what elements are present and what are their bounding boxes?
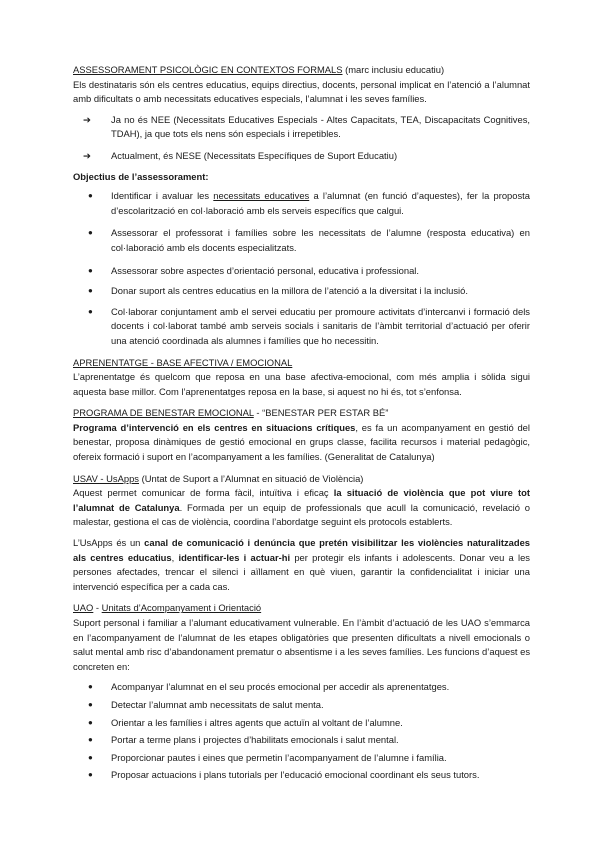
section-title-aprenentatge: APRENENTATGE - BASE AFECTIVA / EMOCIONAL	[73, 356, 293, 368]
usav-body-2: L’UsApps és un canal de comunicació i denúncia que pretén visibilitzar les violències naturalitzades als centres educatius, identificar-les i actuar-hi per protegir els infants i adolescents. Donar veu a les persones afectades, trencar el silenci i aïllament en què viuen, garantir la confidencialitat i iniciar una intervenció específica per a cada cas.	[73, 537, 531, 592]
section-title-usav: USAV - UsApps (Untat de Suport a l’Alumnat en situació de Violència)	[73, 472, 364, 484]
bullet-icon: ●	[88, 306, 93, 316]
bullet-icon: ●	[88, 682, 93, 692]
bullet-icon: ●	[88, 717, 93, 727]
objective-item: ● Identificar i avaluar les necessitats educatives a l’alumnat (en funció d’aquestes), fer la proposta d’escolarització en col·laboració amb els serveis específics que calgui.	[88, 190, 530, 216]
objective-item: ● Assessorar sobre aspectes d’orientació personal, educativa i professional.	[73, 264, 530, 279]
list-item: ● Detectar l’alumnat amb necessitats de salut menta.	[73, 698, 530, 713]
bullet-icon: ●	[88, 265, 93, 275]
arrow-icon: ➔	[83, 149, 91, 161]
arrow-item-nese: ➔ Actualment, és NESE (Necessitats Específiques de Suport Educatiu)	[73, 149, 530, 164]
arrow-item-nee: ➔ Ja no és NEE (Necessitats Educatives Especials - Altes Capacitats, TEA, Discapacitats Cognitives, TDAH), ja que tots els nens són especials i irrepetibles.	[83, 113, 530, 140]
objectives-title: Objectius de l’assessorament:	[73, 170, 209, 182]
uao-functions-list	[73, 680, 530, 783]
bullet-icon: ●	[88, 699, 93, 709]
document-page	[73, 63, 530, 783]
bullet-icon: ●	[88, 228, 93, 238]
list-item: ● Orientar a les famílies i altres agents que actuïn al voltant de l’alumne.	[73, 716, 530, 731]
bullet-icon: ●	[88, 735, 93, 745]
uao-body: Suport personal i familiar a l’alumant educativament vulnerable. En l’àmbit d’actuació de les UAO s’emmarca en l’acompanyament de l’alumnat de les etapes obligatòries que presenten dificultats a nivell emocionals o salut mental amb risc d’abandonament prematur o absentisme i a les seves famílies. Les funcions d’aquest es concreten en:	[73, 617, 531, 672]
section-title-assessorament: ASSESSORAMENT PSICOLÒGIC EN CONTEXTOS FORMALS (marc inclusiu educatiu)	[73, 64, 445, 75]
list-item: ● Proposar actuacions i plans tutorials per l’educació emocional coordinant els seus tutors.	[73, 768, 530, 783]
bullet-icon: ●	[88, 286, 93, 296]
usav-body-1: Aquest permet comunicar de forma fàcil, intuïtiva i eficaç la situació de violència que pot viure tot l’alumnat de Catalunya. Formada per un equip de professionals que acull la comunicació, revelació o malestar, gestiona el cas de violència, coordina l’abordatge seguint els protocols establerts.	[73, 487, 530, 528]
bullet-icon: ●	[88, 770, 93, 780]
section-title-uao: UAO - Unitats d’Acompanyament i Orientació	[73, 602, 262, 614]
objective-item: ● Col·laborar conjuntament amb el servei educatiu per promoure activitats d’intercanvi i formació dels docents i col·laborat també amb serveis socials i sanitaris de l’àmbit territorial d’actuació per oferir una atenció coordinada als alumnes i famílies que ho necessitin.	[88, 305, 530, 346]
bullet-icon: ●	[88, 191, 93, 201]
objective-item: ● Assessorar el professorat i famílies sobre les necessitats de l’alumne (resposta educativa) en col·laboració amb els docents especialitzats.	[88, 227, 530, 253]
list-item: ● Acompanyar l’alumnat en el seu procés emocional per accedir als aprenentatges.	[73, 680, 530, 695]
assessorament-intro: Els destinataris són els centres educatius, equips directius, docents, personal implicat en l’atenció a l’alumnat amb dificultats o amb necessitats educatives especials, l’alumnat i les seves famílies.	[73, 78, 530, 105]
list-item: ● Portar a terme plans i projectes d’habilitats emocionals i salut mental.	[73, 733, 530, 748]
bullet-icon: ●	[88, 752, 93, 762]
objective-item: ● Donar suport als centres educatius en la millora de l’atenció a la diversitat i la inclusió.	[73, 284, 530, 299]
arrow-icon: ➔	[83, 113, 91, 125]
section-title-benestar: PROGRAMA DE BENESTAR EMOCIONAL - “BENESTAR PER ESTAR BÉ”	[73, 407, 389, 419]
benestar-body: Programa d’intervenció en els centres en situacions crítiques, es fa un acompanyament en gestió del benestar, proposa dinàmiques de gestió emocional en grups classe, facilita recursos i material pedagògic, ofereix formació i suport en l’acompanyament a les famílies. (Generalitat de Catalunya)	[73, 421, 530, 463]
list-item: ● Proporcionar pautes i eines que permetin l’acompanyament de l’alumne i família.	[73, 751, 530, 766]
aprenentatge-body: L’aprenentatge és quelcom que reposa en una base afectiva-emocional, com més amplia i sòlida sigui aquesta base millor. Com l’aprenentatges reposa en la base, si aquest no hi és, tot s’enfonsa.	[73, 371, 530, 397]
